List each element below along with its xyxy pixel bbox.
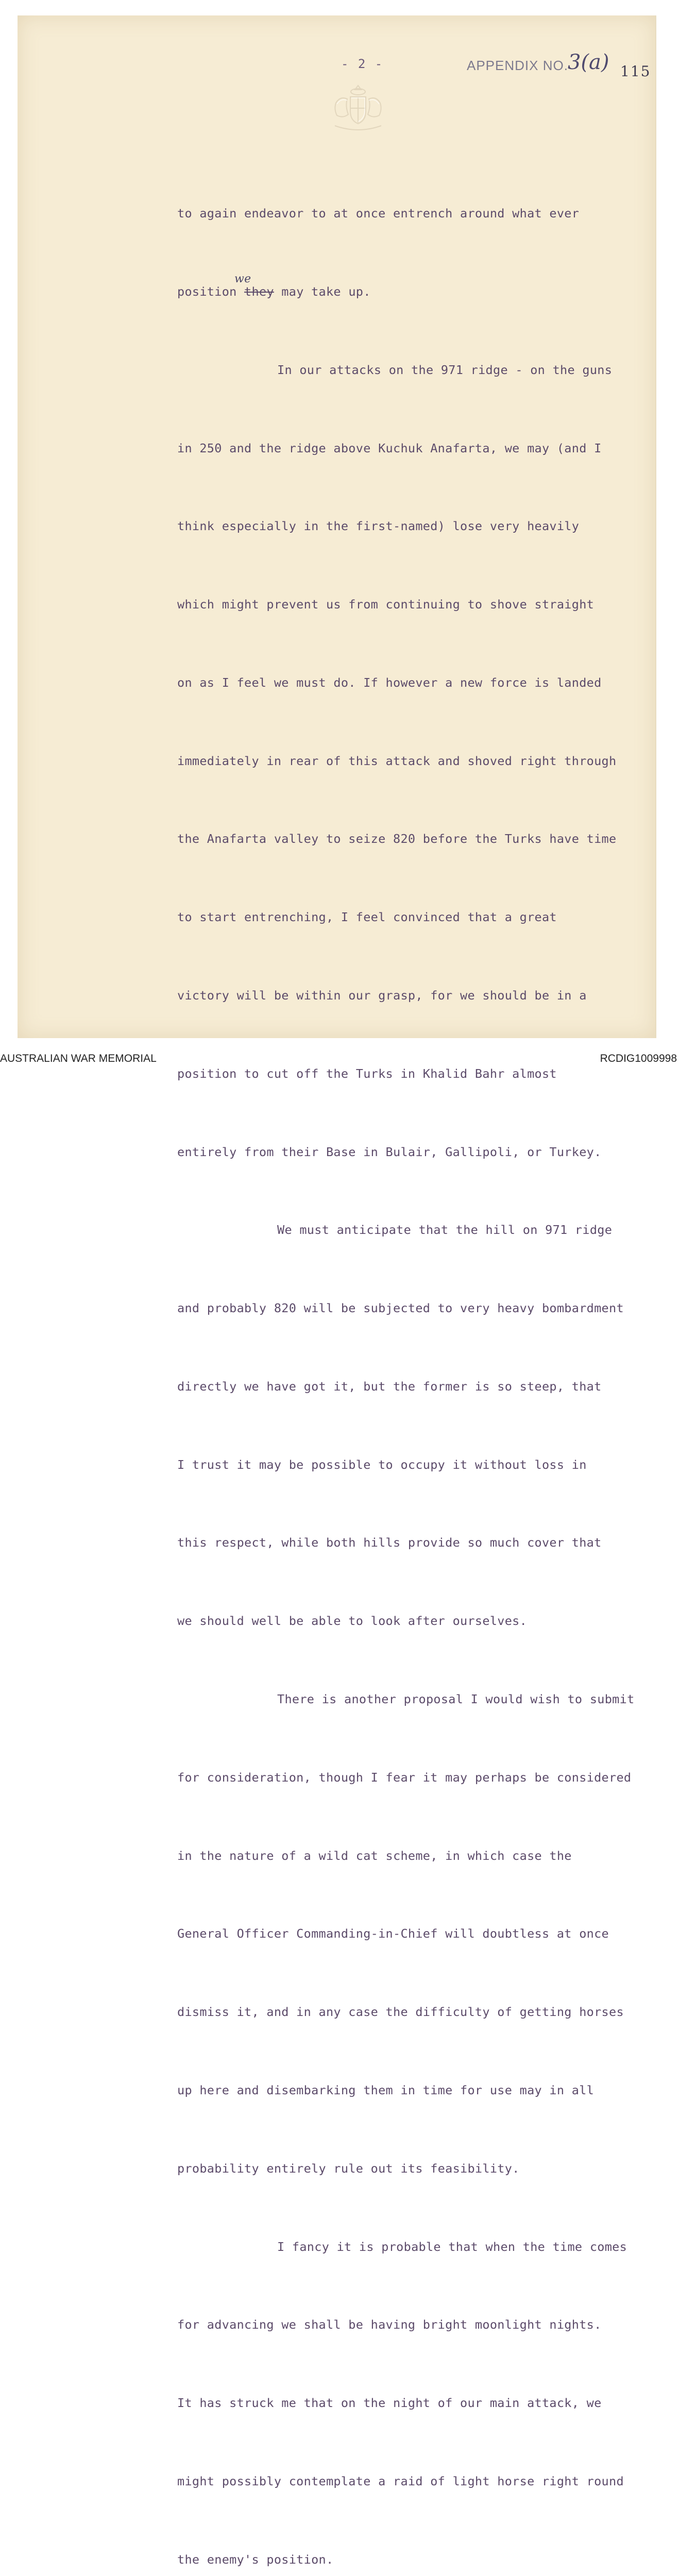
text-line: entirely from their Base in Bulair, Gallipoli, or Turkey. <box>177 1144 602 1159</box>
text-line: for consideration, though I fear it may perhaps be considered <box>177 1770 632 1785</box>
text-line: dismiss it, and in any case the difficulty of getting horses <box>177 2005 624 2020</box>
paragraph-start: In our attacks on the 971 ridge - on the guns <box>277 362 613 377</box>
folio-number: 115 <box>620 63 651 80</box>
struck-word: they <box>244 284 274 299</box>
text-line: and probably 820 will be subjected to very heavy bombardment <box>177 1301 624 1316</box>
letter-body <box>177 148 661 2576</box>
text-line: might possibly contemplate a raid of light horse right round <box>177 2473 624 2488</box>
text-line: I trust it may be possible to occupy it without loss in <box>177 1457 587 1472</box>
archive-id: RCDIG1009998 <box>600 1053 677 1064</box>
appendix-number-handwritten: 3(a) <box>568 50 609 74</box>
text-line: in the nature of a wild cat scheme, in which case the <box>177 1848 572 1863</box>
coat-of-arms-icon <box>325 82 392 134</box>
text-line: probability entirely rule out its feasibility. <box>177 2161 520 2176</box>
text-line: in 250 and the ridge above Kuchuk Anafarta, we may (and I <box>177 440 602 455</box>
archive-credit: AUSTRALIAN WAR MEMORIAL <box>0 1053 157 1064</box>
text-line: It has struck me that on the night of our main attack, we <box>177 2396 602 2411</box>
paragraph-start: We must anticipate that the hill on 971 ridge <box>277 1223 613 1238</box>
text-line: for advancing we shall be having bright moonlight nights. <box>177 2317 602 2332</box>
paragraph-start: I fancy it is probable that when the time comes <box>277 2239 627 2254</box>
paragraph-start: There is another proposal I would wish to submit <box>277 1692 635 1707</box>
text-line: directly we have got it, but the former is so steep, that <box>177 1379 602 1394</box>
page-number: - 2 - <box>341 57 384 71</box>
handwritten-insertion: we <box>234 272 251 285</box>
text-line: which might prevent us from continuing to shove straight <box>177 597 595 612</box>
text-line: General Officer Commanding-in-Chief will doubtless at once <box>177 1926 609 1941</box>
text-line: this respect, while both hills provide so much cover that <box>177 1535 602 1550</box>
text-line: to again endeavor to at once entrench around what ever <box>177 206 580 221</box>
text-line: the enemy's position. <box>177 2552 334 2567</box>
text-line: immediately in rear of this attack and shoved right through <box>177 753 617 768</box>
text-line: think especially in the first-named) lose very heavily <box>177 519 580 534</box>
text-line: we position they may take up. <box>177 279 661 305</box>
text-line: victory will be within our grasp, for we should be in a <box>177 988 587 1003</box>
appendix-label: APPENDIX NO. <box>467 58 568 73</box>
text-line: we should well be able to look after ourselves. <box>177 1614 528 1629</box>
text-line: on as I feel we must do. If however a new force is landed <box>177 675 602 690</box>
text-line: position to cut off the Turks in Khalid Bahr almost <box>177 1066 557 1081</box>
text-line: the Anafarta valley to seize 820 before the Turks have time <box>177 832 617 846</box>
text-line: up here and disembarking them in time for use may in all <box>177 2082 595 2097</box>
text-line: to start entrenching, I feel convinced that a great <box>177 910 557 925</box>
